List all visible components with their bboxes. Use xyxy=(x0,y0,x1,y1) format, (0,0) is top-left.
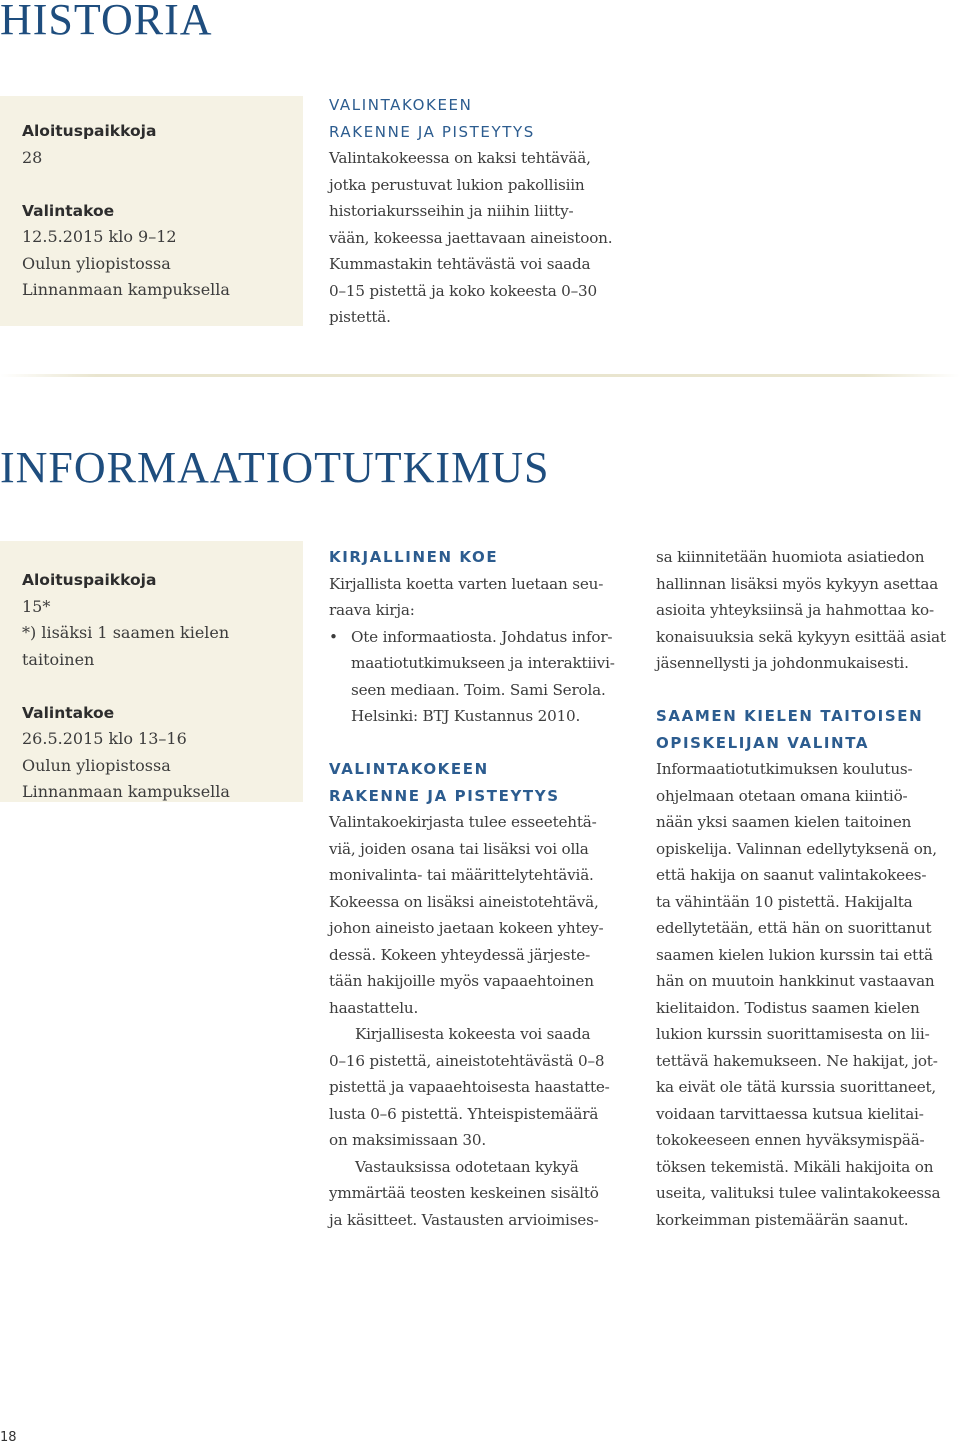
text-line: Kirjallista koetta varten luetaan seu- xyxy=(329,574,604,593)
text-line: tokokeeseen ennen hyväksymispää- xyxy=(656,1131,925,1149)
section-heading: VALINTAKOKEEN xyxy=(329,96,473,114)
text-line: kielitaidon. Todistus saamen kielen xyxy=(656,998,920,1017)
text-line: töksen tekemistä. Mikäli hakijoita on xyxy=(656,1157,934,1176)
historia-info-box xyxy=(0,96,303,326)
text-line: Vastauksissa odotetaan kykyä xyxy=(355,1157,579,1176)
text-line: maatiotutkimukseen ja interaktiivi- xyxy=(351,654,615,672)
text-line: lusta 0–6 pistettä. Yhteispistemäärä xyxy=(329,1104,599,1123)
exam-campus: Linnanmaan kampuksella xyxy=(22,782,230,801)
places-value: 28 xyxy=(22,147,43,167)
page-number: 18 xyxy=(0,1430,17,1445)
text-line: raava kirja: xyxy=(329,601,415,619)
text-line: Informaatiotutkimuksen koulutus- xyxy=(656,760,913,778)
text-line: ja käsitteet. Vastausten arvioimises- xyxy=(329,1210,599,1229)
text-line: historiakursseihin ja niihin liitty- xyxy=(329,202,574,220)
text-line: Helsinki: BTJ Kustannus 2010. xyxy=(351,707,581,725)
text-line: jäsennellysti ja johdonmukaisesti. xyxy=(656,654,909,672)
places-label: Aloituspaikkoja xyxy=(22,571,157,589)
section-divider xyxy=(0,374,960,377)
text-line: johon aineisto jaetaan kokeen yhtey- xyxy=(329,919,604,937)
text-line: 0–15 pistettä ja koko kokeesta 0–30 xyxy=(329,281,597,300)
text-line: haastattelu. xyxy=(329,998,419,1017)
text-line: dessä. Kokeen yhteydessä järjeste- xyxy=(329,945,591,964)
text-line: Kummastakin tehtävästä voi saada xyxy=(329,255,591,273)
exam-label: Valintakoe xyxy=(22,201,115,220)
text-line: pistettä. xyxy=(329,308,391,326)
text-line: opiskelija. Valinnan edellytyksenä on, xyxy=(656,839,937,858)
text-line: Kokeessa on lisäksi aineistotehtävä, xyxy=(329,892,599,911)
text-line: jotka perustuvat lukion pakollisiin xyxy=(329,175,585,194)
text-line: lukion kurssin suorittamisesta on lii- xyxy=(656,1025,930,1043)
text-line: ohjelmaan otetaan omana kiintiö- xyxy=(656,786,908,805)
text-line: Kirjallisesta kokeesta voi saada xyxy=(355,1025,591,1043)
text-line: ta vähintään 10 pistettä. Hakijalta xyxy=(656,892,913,911)
historia-title: HISTORIA xyxy=(0,0,213,44)
text-line: on maksimissaan 30. xyxy=(329,1131,486,1149)
exam-place: Oulun yliopistossa xyxy=(22,253,171,273)
text-line: saamen kielen lukion kurssin tai että xyxy=(656,945,933,964)
text-line: voidaan tarvittaessa kutsua kielitai- xyxy=(656,1104,924,1123)
text-line: tettävä hakemukseen. Ne hakijat, jot- xyxy=(656,1051,938,1070)
book-list-item xyxy=(329,624,634,730)
text-line: useita, valituksi tulee valintakokeessa xyxy=(656,1184,941,1202)
text-line: tään hakijoille myös vapaaehtoinen xyxy=(329,972,594,990)
text-line: Valintakokeessa on kaksi tehtävää, xyxy=(329,149,591,167)
bullet-icon: • xyxy=(329,627,338,646)
text-line: sa kiinnitetään huomiota asiatiedon xyxy=(656,548,925,566)
text-line: edellytetään, että hän on suorittanut xyxy=(656,919,932,937)
text-line: viä, joiden osana tai lisäksi voi olla xyxy=(329,839,589,858)
text-line: pistettä ja vapaaehtoisesta haastatte- xyxy=(329,1078,610,1096)
info-title: INFORMAATIOTUTKIMUS xyxy=(0,443,550,492)
info-column-2 xyxy=(329,544,634,1233)
section-heading: VALINTAKOKEEN xyxy=(329,760,489,778)
text-line: monivalinta- tai määrittelytehtäviä. xyxy=(329,866,594,884)
exam-label: Valintakoe xyxy=(22,703,115,722)
section-heading: RAKENNE JA PISTEYTYS xyxy=(329,786,560,805)
section-heading: OPISKELIJAN VALINTA xyxy=(656,733,870,752)
section-heading: SAAMEN KIELEN TAITOISEN xyxy=(656,707,924,725)
info-column-3 xyxy=(656,544,956,1233)
exam-date: 12.5.2015 klo 9–12 xyxy=(22,227,177,246)
text-line: vään, kokeessa jaettavaan aineistoon. xyxy=(329,228,613,247)
places-value: 15* xyxy=(22,596,51,616)
historia-section xyxy=(329,92,669,331)
section-heading: KIRJALLINEN KOE xyxy=(329,548,499,566)
places-label: Aloituspaikkoja xyxy=(22,122,157,140)
info-box xyxy=(0,541,303,802)
text-line: korkeimman pistemäärän saanut. xyxy=(656,1210,909,1229)
text-line: hän on muutoin hankkinut vastaavan xyxy=(656,972,935,990)
places-note: *) lisäksi 1 saamen kielen taitoinen xyxy=(22,623,230,669)
text-line: asioita yhteyksiinsä ja hahmottaa ko- xyxy=(656,601,934,619)
section-heading: RAKENNE JA PISTEYTYS xyxy=(329,122,535,141)
text-line: nään yksi saamen kielen taitoinen xyxy=(656,813,912,831)
text-line: ymmärtää teosten keskeinen sisältö xyxy=(329,1184,599,1202)
exam-campus: Linnanmaan kampuksella xyxy=(22,280,230,299)
text-line: Ote informaatiosta. Johdatus infor- xyxy=(351,627,613,646)
text-line: että hakija on saanut valintakokees- xyxy=(656,866,927,884)
text-line: seen mediaan. Toim. Sami Serola. xyxy=(351,680,606,699)
text-line: 0–16 pistettä, aineistotehtävästä 0–8 xyxy=(329,1051,605,1070)
text-line: ka eivät ole tätä kurssia suorittaneet, xyxy=(656,1078,937,1096)
exam-date: 26.5.2015 klo 13–16 xyxy=(22,729,187,748)
text-line: Valintakoekirjasta tulee esseetehtä- xyxy=(329,813,597,831)
text-line: konaisuuksia sekä kykyyn esittää asiat xyxy=(656,627,946,646)
text-line: hallinnan lisäksi myös kykyyn asettaa xyxy=(656,574,939,593)
exam-place: Oulun yliopistossa xyxy=(22,755,171,775)
